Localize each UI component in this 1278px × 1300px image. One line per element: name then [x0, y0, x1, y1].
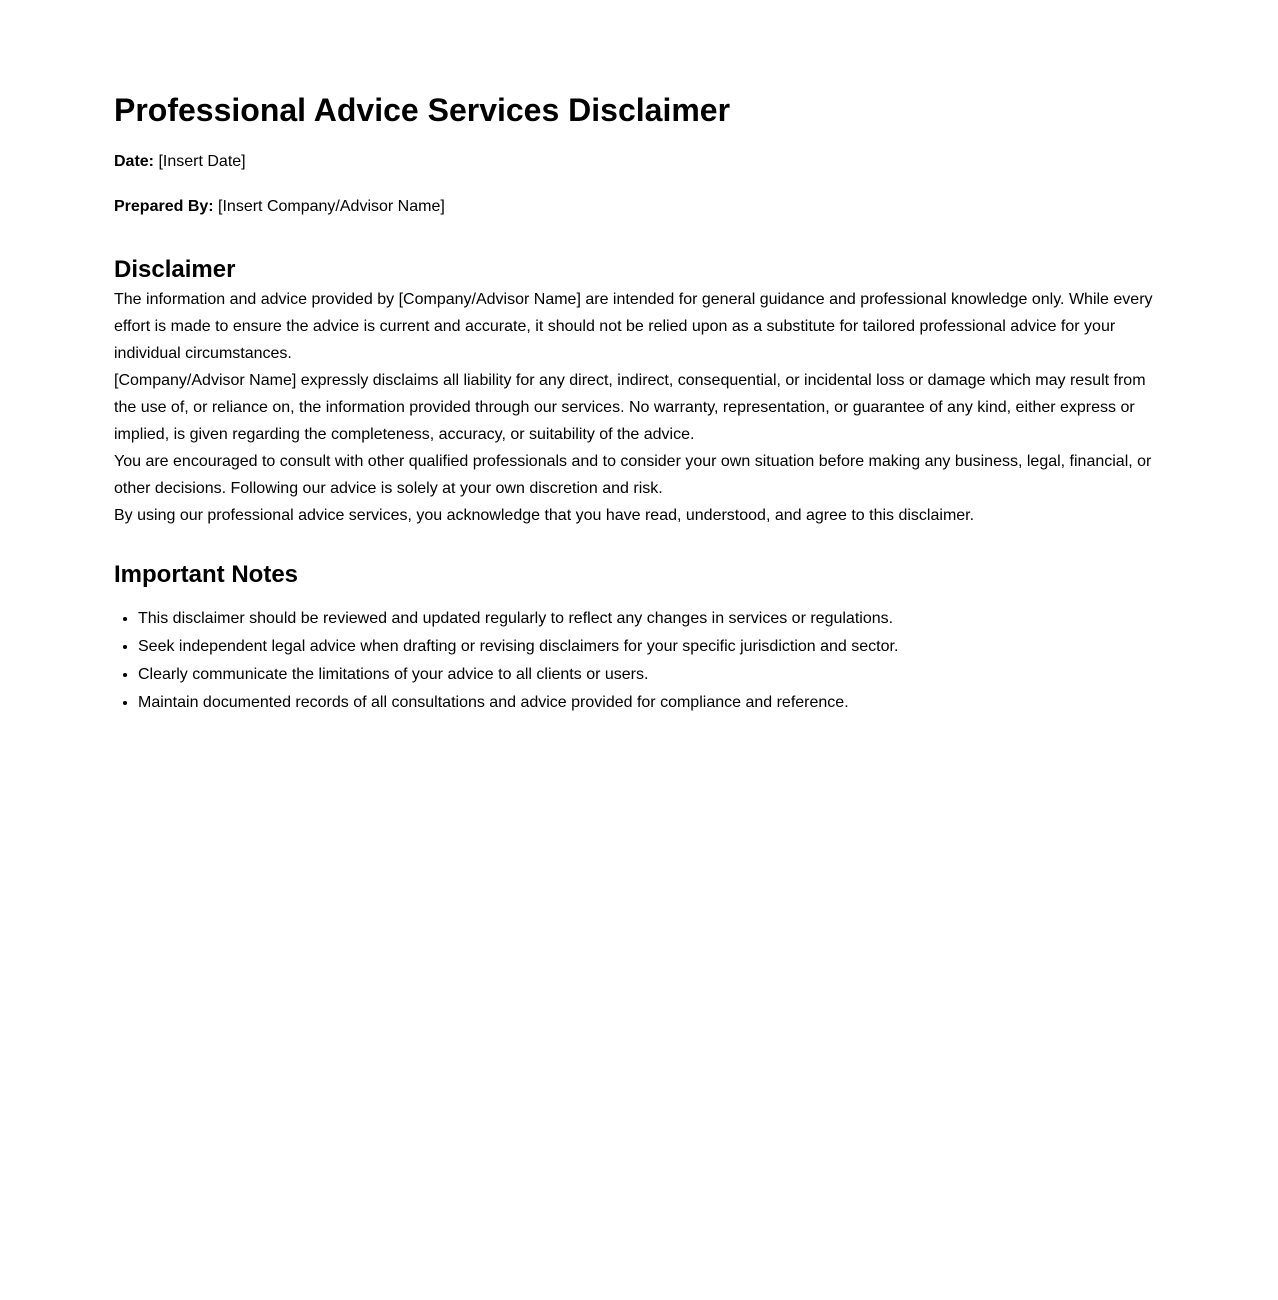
list-item: • Seek independent legal advice when drafting or revising disclaimers for your specific jurisdiction and sector. — [138, 633, 1164, 661]
list-item: • Maintain documented records of all consultations and advice provided for compliance and reference. — [138, 689, 1164, 717]
date-label: Date: — [114, 153, 155, 170]
prepared-by-value: [Insert Company/Advisor Name] — [213, 198, 445, 215]
important-notes-heading: Important Notes — [114, 561, 299, 588]
date-line — [114, 150, 1164, 174]
important-notes-list — [114, 605, 1164, 717]
disclaimer-paragraph: By using our professional advice services, you acknowledge that you have read, understood, and agree to this disclaimer. — [114, 507, 975, 524]
date-value: [Insert Date] — [154, 153, 246, 170]
page-title: Professional Advice Services Disclaimer — [114, 92, 731, 128]
disclaimer-paragraph: You are encouraged to consult with other qualified professionals and to consider your own situation before making any business, legal, financial, or other decisions. Following our advice is solely at your own discretion and risk. — [114, 453, 1152, 497]
prepared-by-line — [114, 195, 1164, 219]
disclaimer-heading: Disclaimer — [114, 256, 236, 283]
list-item: • Clearly communicate the limitations of your advice to all clients or users. — [138, 661, 1164, 689]
list-item: • This disclaimer should be reviewed and updated regularly to reflect any changes in services or regulations. — [138, 605, 1164, 633]
disclaimer-paragraph: The information and advice provided by [Company/Advisor Name] are intended for general guidance and professional knowledge only. While every effort is made to ensure the advice is current and accurate, it should not be relied upon as a substitute for tailored professional advice for your individual circumstances. — [114, 291, 1153, 362]
disclaimer-paragraph: [Company/Advisor Name] expressly disclaims all liability for any direct, indirect, consequential, or incidental loss or damage which may result from the use of, or reliance on, the information provided through our services. No warranty, representation, or guarantee of any kind, either express or implied, is given regarding the completeness, accuracy, or suitability of the advice. — [114, 372, 1146, 443]
prepared-by-label: Prepared By: — [114, 198, 214, 215]
